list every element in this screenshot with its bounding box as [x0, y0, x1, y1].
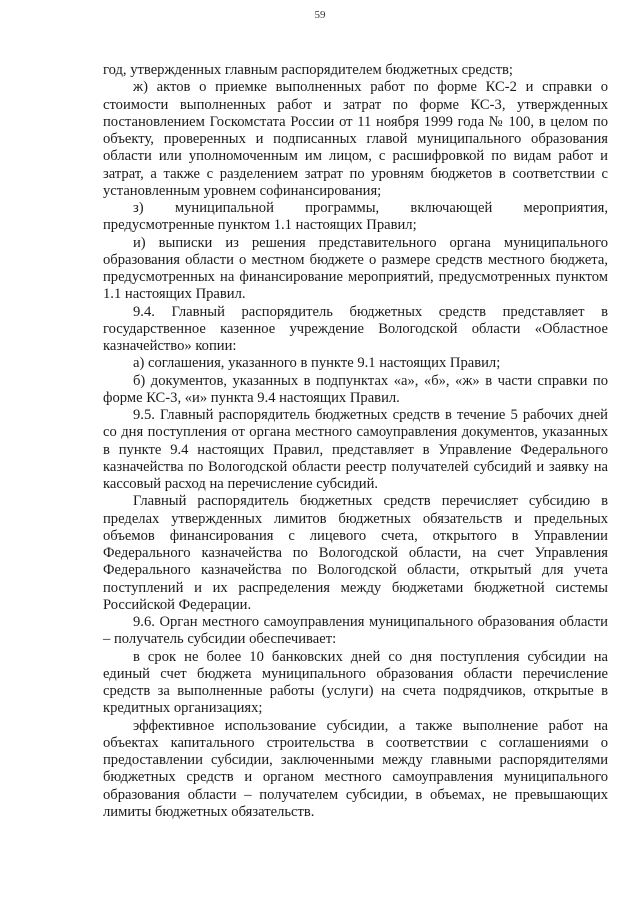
paragraph-obligation-efficiency: эффективное использование субсидии, а также выполнение работ на объектах капитального строительства в соответствии с соглашениями о предоставлении субсидии, заключенными между главными распорядителями бюджетных средств и органом местного самоуправления муниципального образования области – получателем субсидии, в объемах, не превышающих лимиты бюджетных обязательств.: [103, 717, 608, 820]
page-number: 59: [314, 9, 326, 21]
paragraph-clause-9-5: 9.5. Главный распорядитель бюджетных средств в течение 5 рабочих дней со дня поступления от органа местного самоуправления документов, указанных в пункте 9.4 настоящих Правил, представляет в Управление Федерального казначейства по Вологодской области реестр получателей субсидий и заявку на кассовый расход на перечисление субсидий.: [103, 407, 608, 492]
document-body: [103, 62, 608, 821]
paragraph-clause-9-6: 9.6. Орган местного самоуправления муниципального образования области – получатель субсидии обеспечивает:: [103, 614, 608, 648]
paragraph-item-a: а) соглашения, указанного в пункте 9.1 настоящих Правил;: [133, 355, 501, 372]
paragraph-continuation: год, утвержденных главным распорядителем бюджетных средств;: [103, 62, 513, 78]
paragraph-item-b: б) документов, указанных в подпунктах «а», «б», «ж» в части справки по форме КС-3, «и» пункта 9.4 настоящих Правил.: [103, 372, 608, 406]
paragraph-item-z: з) муниципальной программы, включающей мероприятия, предусмотренные пунктом 1.1 настоящих Правил;: [103, 200, 608, 234]
paragraph-transfer: Главный распорядитель бюджетных средств перечисляет субсидию в пределах утвержденных лимитов бюджетных обязательств и предельных объемов финансирования с лицевого счета, открытого в Управлении Федерального казначейства по Вологодской области, на счет Управления Федерального казначейства по Вологодской области, открытый для учета поступлений и их распределения между бюджетами бюджетной системы Российской Федерации.: [103, 493, 608, 613]
paragraph-clause-9-4: 9.4. Главный распорядитель бюджетных средств представляет в государственное казенное учреждение Вологодской области «Областное казначейство» копии:: [103, 303, 608, 354]
paragraph-item-i: и) выписки из решения представительного органа муниципального образования области о местном бюджете о размере средств местного бюджета, предусмотренных на финансирование мероприятий, предусмотренных пунктом 1.1 настоящих Правил.: [103, 234, 608, 303]
paragraph-item-zh: ж) актов о приемке выполненных работ по форме КС-2 и справки о стоимости выполненных работ и затрат по форме КС-3, утвержденных постановлением Госкомстата России от 11 ноября 1999 года № 100, в целом по объекту, проверенных и подписанных главой муниципального образования области или уполномоченным им лицом, с расшифровкой по видам работ и затрат, а также с разделением затрат по уровням бюджетов в соответствии с установленным уровнем софинансирования;: [103, 79, 608, 199]
paragraph-obligation-transfer: в срок не более 10 банковских дней со дня поступления субсидии на единый счет бюджета муниципального образования области перечисление средств за выполненные работы (услуги) на счета подрядчиков, открытые в кредитных организациях;: [103, 648, 608, 717]
